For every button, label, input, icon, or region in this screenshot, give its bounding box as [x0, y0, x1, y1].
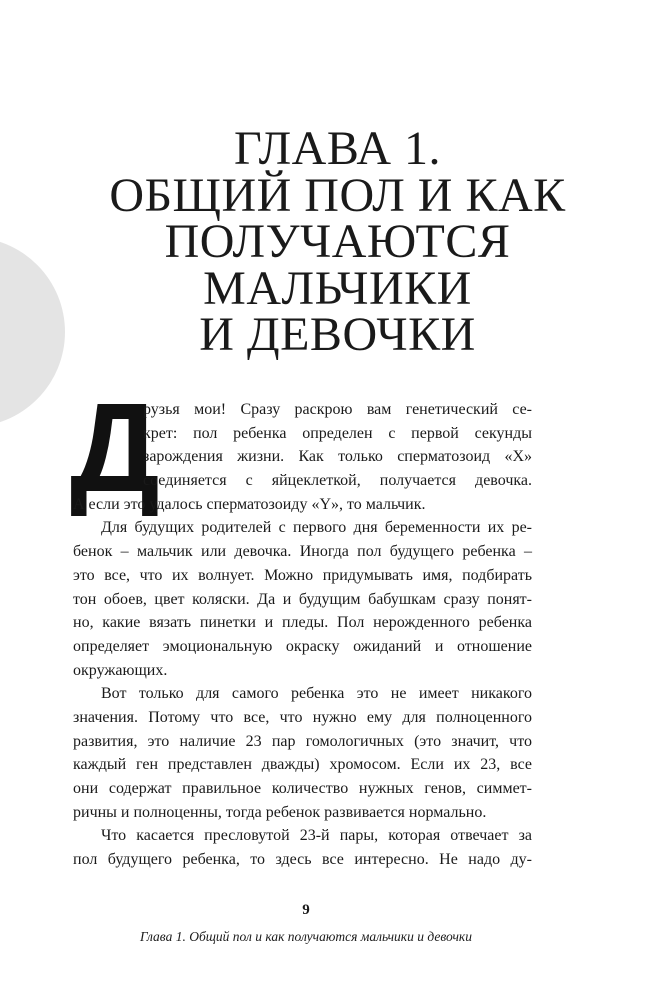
- chapter-title-line: МАЛЬЧИКИ: [203, 261, 472, 315]
- text-line: соединяется с яйцеклеткой, получается девочка.: [143, 472, 532, 490]
- text-line: А если это удалось сперматозоиду «Y», то мальчик.: [73, 495, 426, 513]
- chapter-title: [0, 122, 645, 361]
- text-line: каждый ген представлен дважды) хромосом. Если их 23, все: [73, 756, 532, 774]
- text-line: определяет эмоциональную окраску ожиданий и отношение: [73, 637, 532, 655]
- drop-cap: Д: [70, 377, 160, 518]
- text-line: они содержат правильное количество нужных генов, симмет-: [73, 780, 532, 797]
- text-line: пол будущего ребенка, то здесь все интересно. Не надо ду-: [73, 851, 532, 869]
- text-line: значения. Потому что все, что нужно ему для полноценного: [73, 708, 532, 726]
- text-line: Вот только для самого ребенка это не имеет никакого: [101, 685, 532, 703]
- text-line: бенок – мальчик или девочка. Иногда пол будущего ребенка –: [73, 543, 532, 561]
- text-line: тон обоев, цвет коляски. Да и будущим бабушкам сразу понят-: [73, 590, 532, 608]
- running-footer: Глава 1. Общий пол и как получаются мальчики и девочки: [140, 929, 472, 944]
- text-line: развития, это наличие 23 пар гомологичных (это значит, что: [73, 732, 532, 750]
- page-number: 9: [302, 902, 310, 918]
- text-line: ричны и полноценны, тогда ребенок развивается нормально.: [73, 803, 487, 821]
- text-line: рузья мои! Сразу раскрою вам генетический се-: [143, 401, 532, 418]
- chapter-title-line: ПОЛУЧАЮТСЯ: [164, 215, 511, 268]
- text-line: крет: пол ребенка определен с первой секунды: [143, 424, 532, 442]
- text-line: Для будущих родителей с первого дня беременности их ре-: [101, 519, 532, 537]
- text-line: это все, что их волнует. Можно придумывать имя, подбирать: [73, 566, 532, 584]
- chapter-title-line: И ДЕВОЧКИ: [199, 308, 476, 361]
- text-line: но, какие вязать пинетки и пледы. Пол нерожденного ребенка: [73, 614, 532, 632]
- chapter-title-line: ГЛАВА 1.: [233, 122, 441, 175]
- chapter-title-line: ОБЩИЙ ПОЛ И КАК: [109, 168, 566, 222]
- text-line: окружающих.: [73, 661, 168, 679]
- body-text: [73, 398, 532, 872]
- text-line: зарождения жизни. Как только сперматозоид «X»: [143, 448, 532, 466]
- text-line: Что касается пресловутой 23-й пары, которая отвечает за: [101, 827, 532, 845]
